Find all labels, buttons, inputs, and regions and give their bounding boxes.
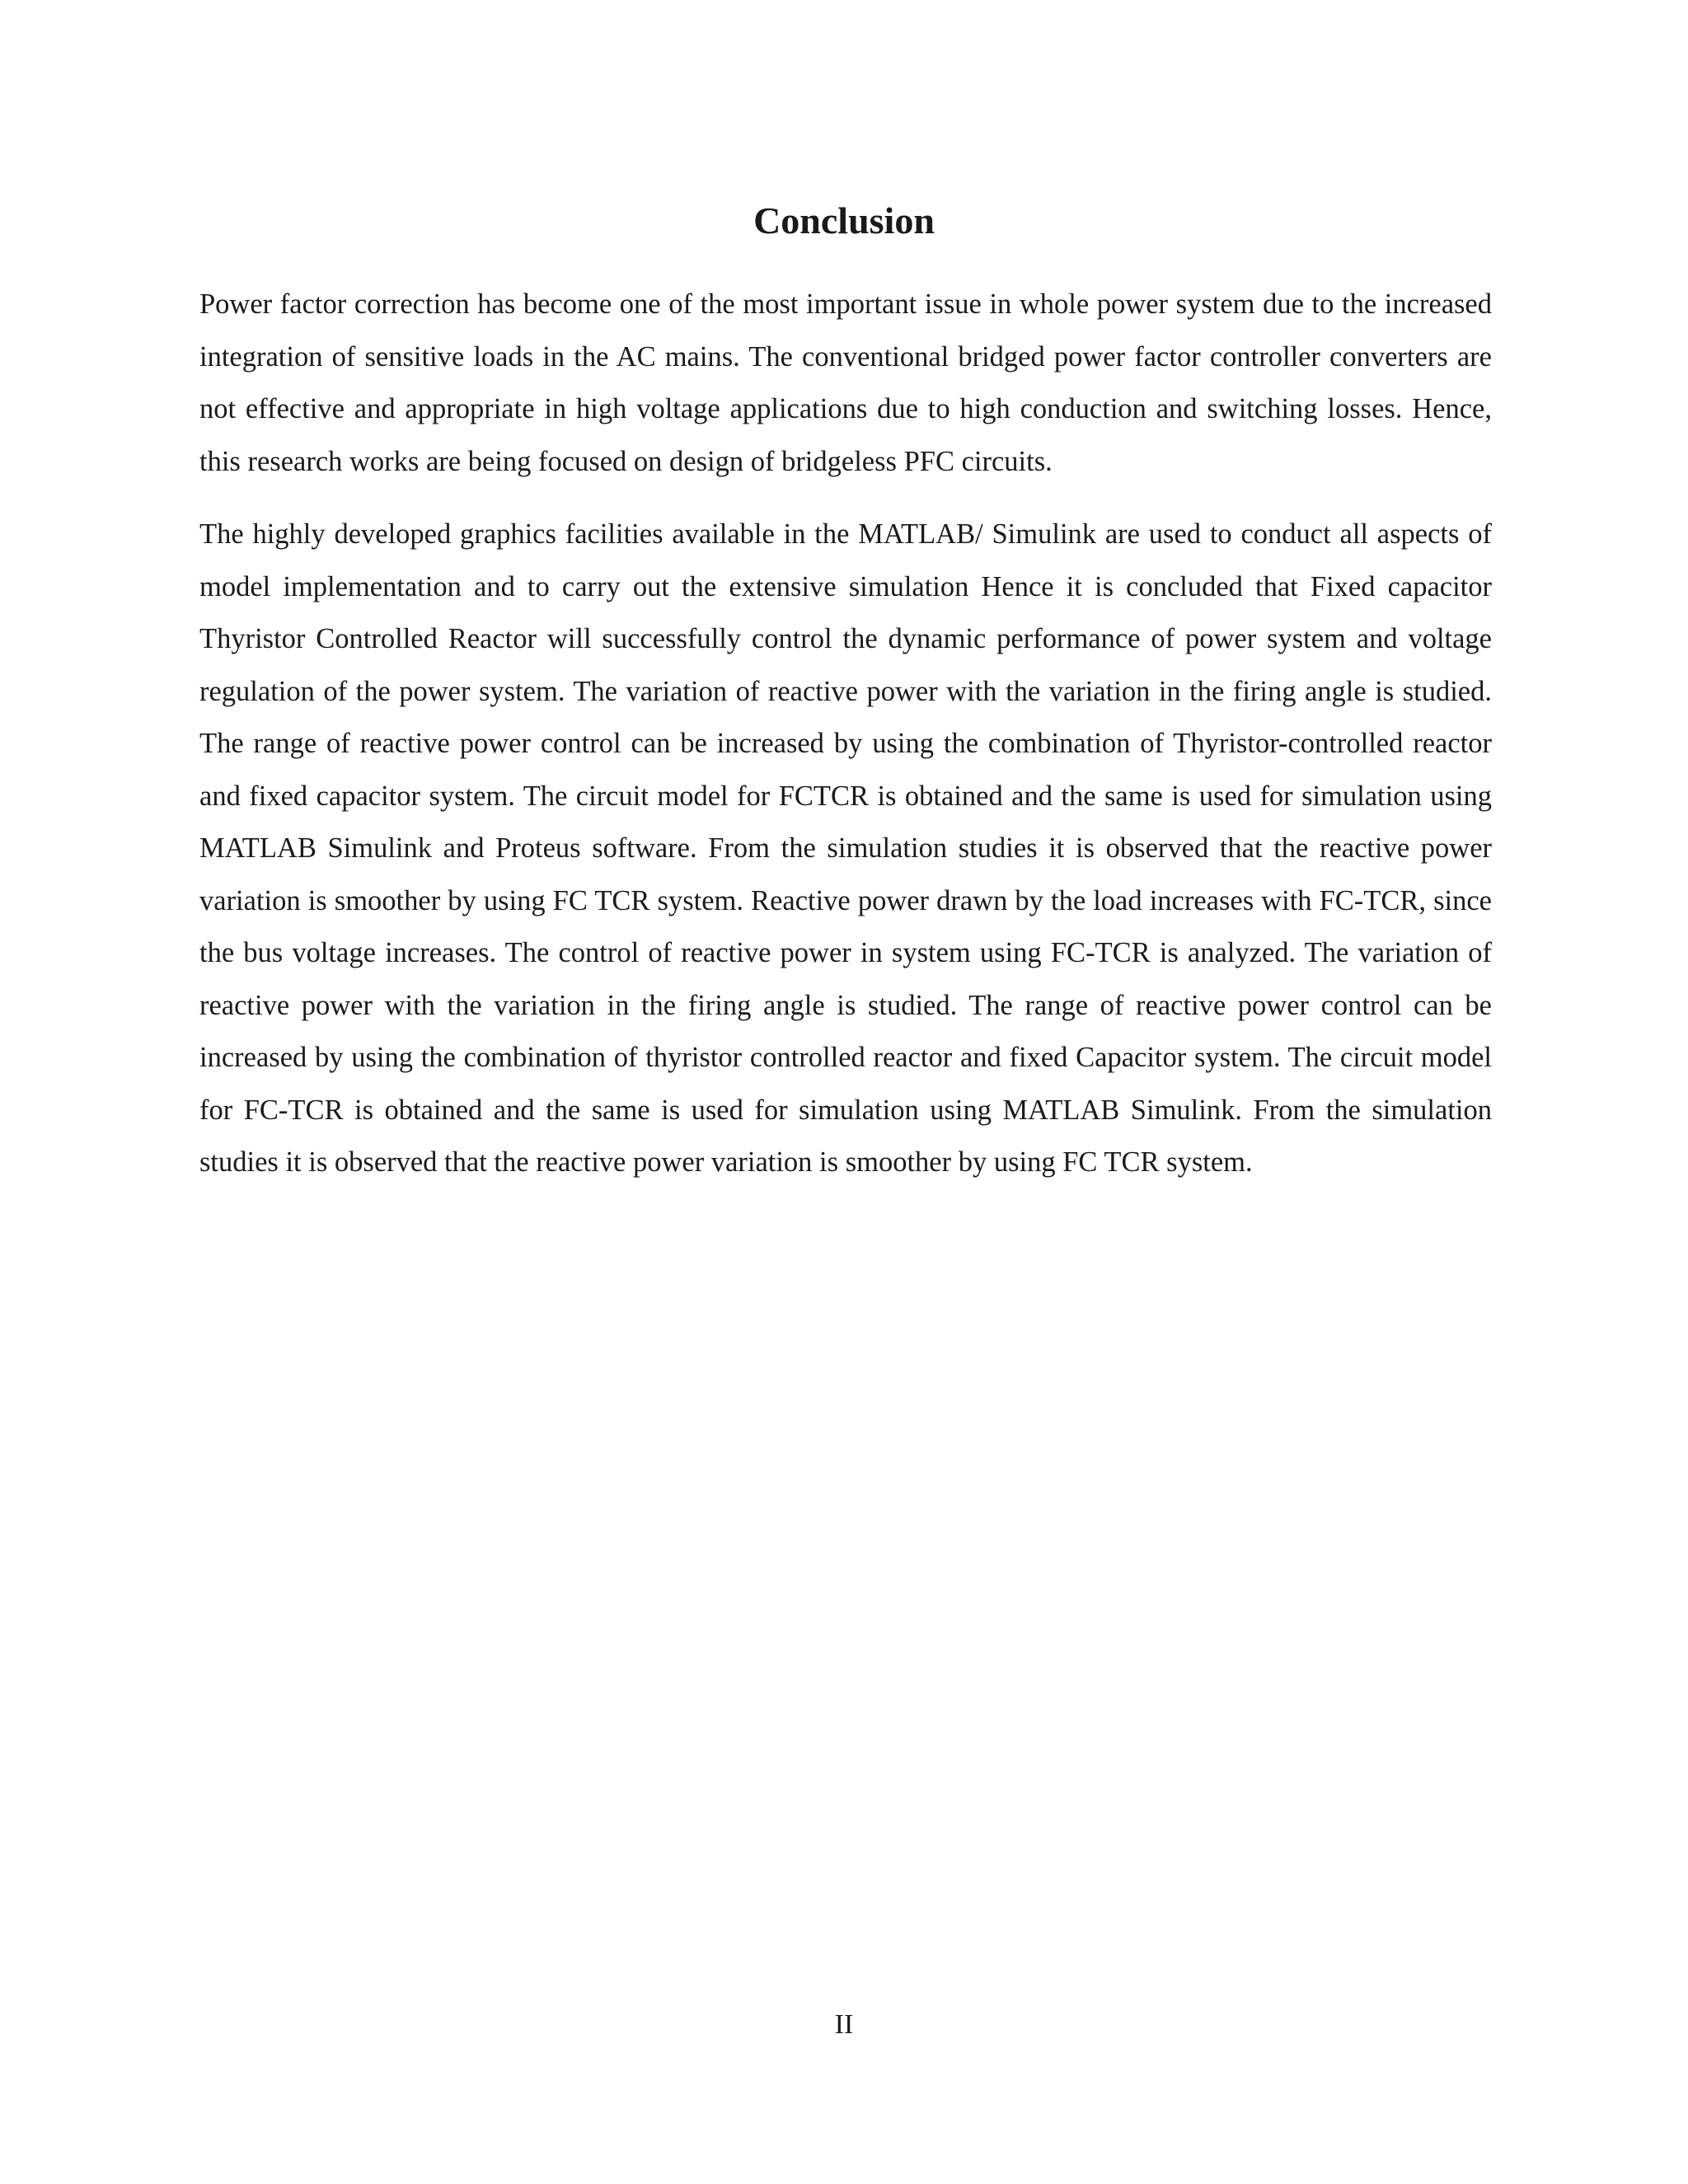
- page-title: Conclusion: [753, 199, 935, 241]
- paragraph-2: The highly developed graphics facilities available in the MATLAB/ Simulink are used to conduct all aspects of model implementation and to carry out the extensive simulation Hence it is concluded that Fixed capacitor Thyristor Controlled Reactor will successfully control the dynamic performance of power system and voltage regulation of the power system. The variation of reactive power with the variation in the firing angle is studied. The range of reactive power control can be increased by using the combination of Thyristor-controlled reactor and fixed capacitor system. The circuit model for FCTCR is obtained and the same is used for simulation using MATLAB Simulink and Proteus software. From the simulation studies it is observed that the reactive power variation is smoother by using FC TCR system. Reactive power drawn by the load increases with FC-TCR, since the bus voltage increases. The control of reactive power in system using FC-TCR is analyzed. The variation of reactive power with the variation in the firing angle is studied. The range of reactive power control can be increased by using the combination of thyristor controlled reactor and fixed Capacitor system. The circuit model for FC-TCR is obtained and the same is used for simulation using MATLAB Simulink. From the simulation studies it is observed that the reactive power variation is smoother by using FC TCR system.: [199, 518, 1492, 1178]
- paragraph-1: Power factor correction has become one of the most important issue in whole power system due to the increased integration of sensitive loads in the AC mains. The conventional bridged power factor controller converters are not effective and appropriate in high voltage applications due to high conduction and switching losses. Hence, this research works are being focused on design of bridgeless PFC circuits.: [199, 288, 1492, 477]
- page-number: II: [834, 2009, 854, 2040]
